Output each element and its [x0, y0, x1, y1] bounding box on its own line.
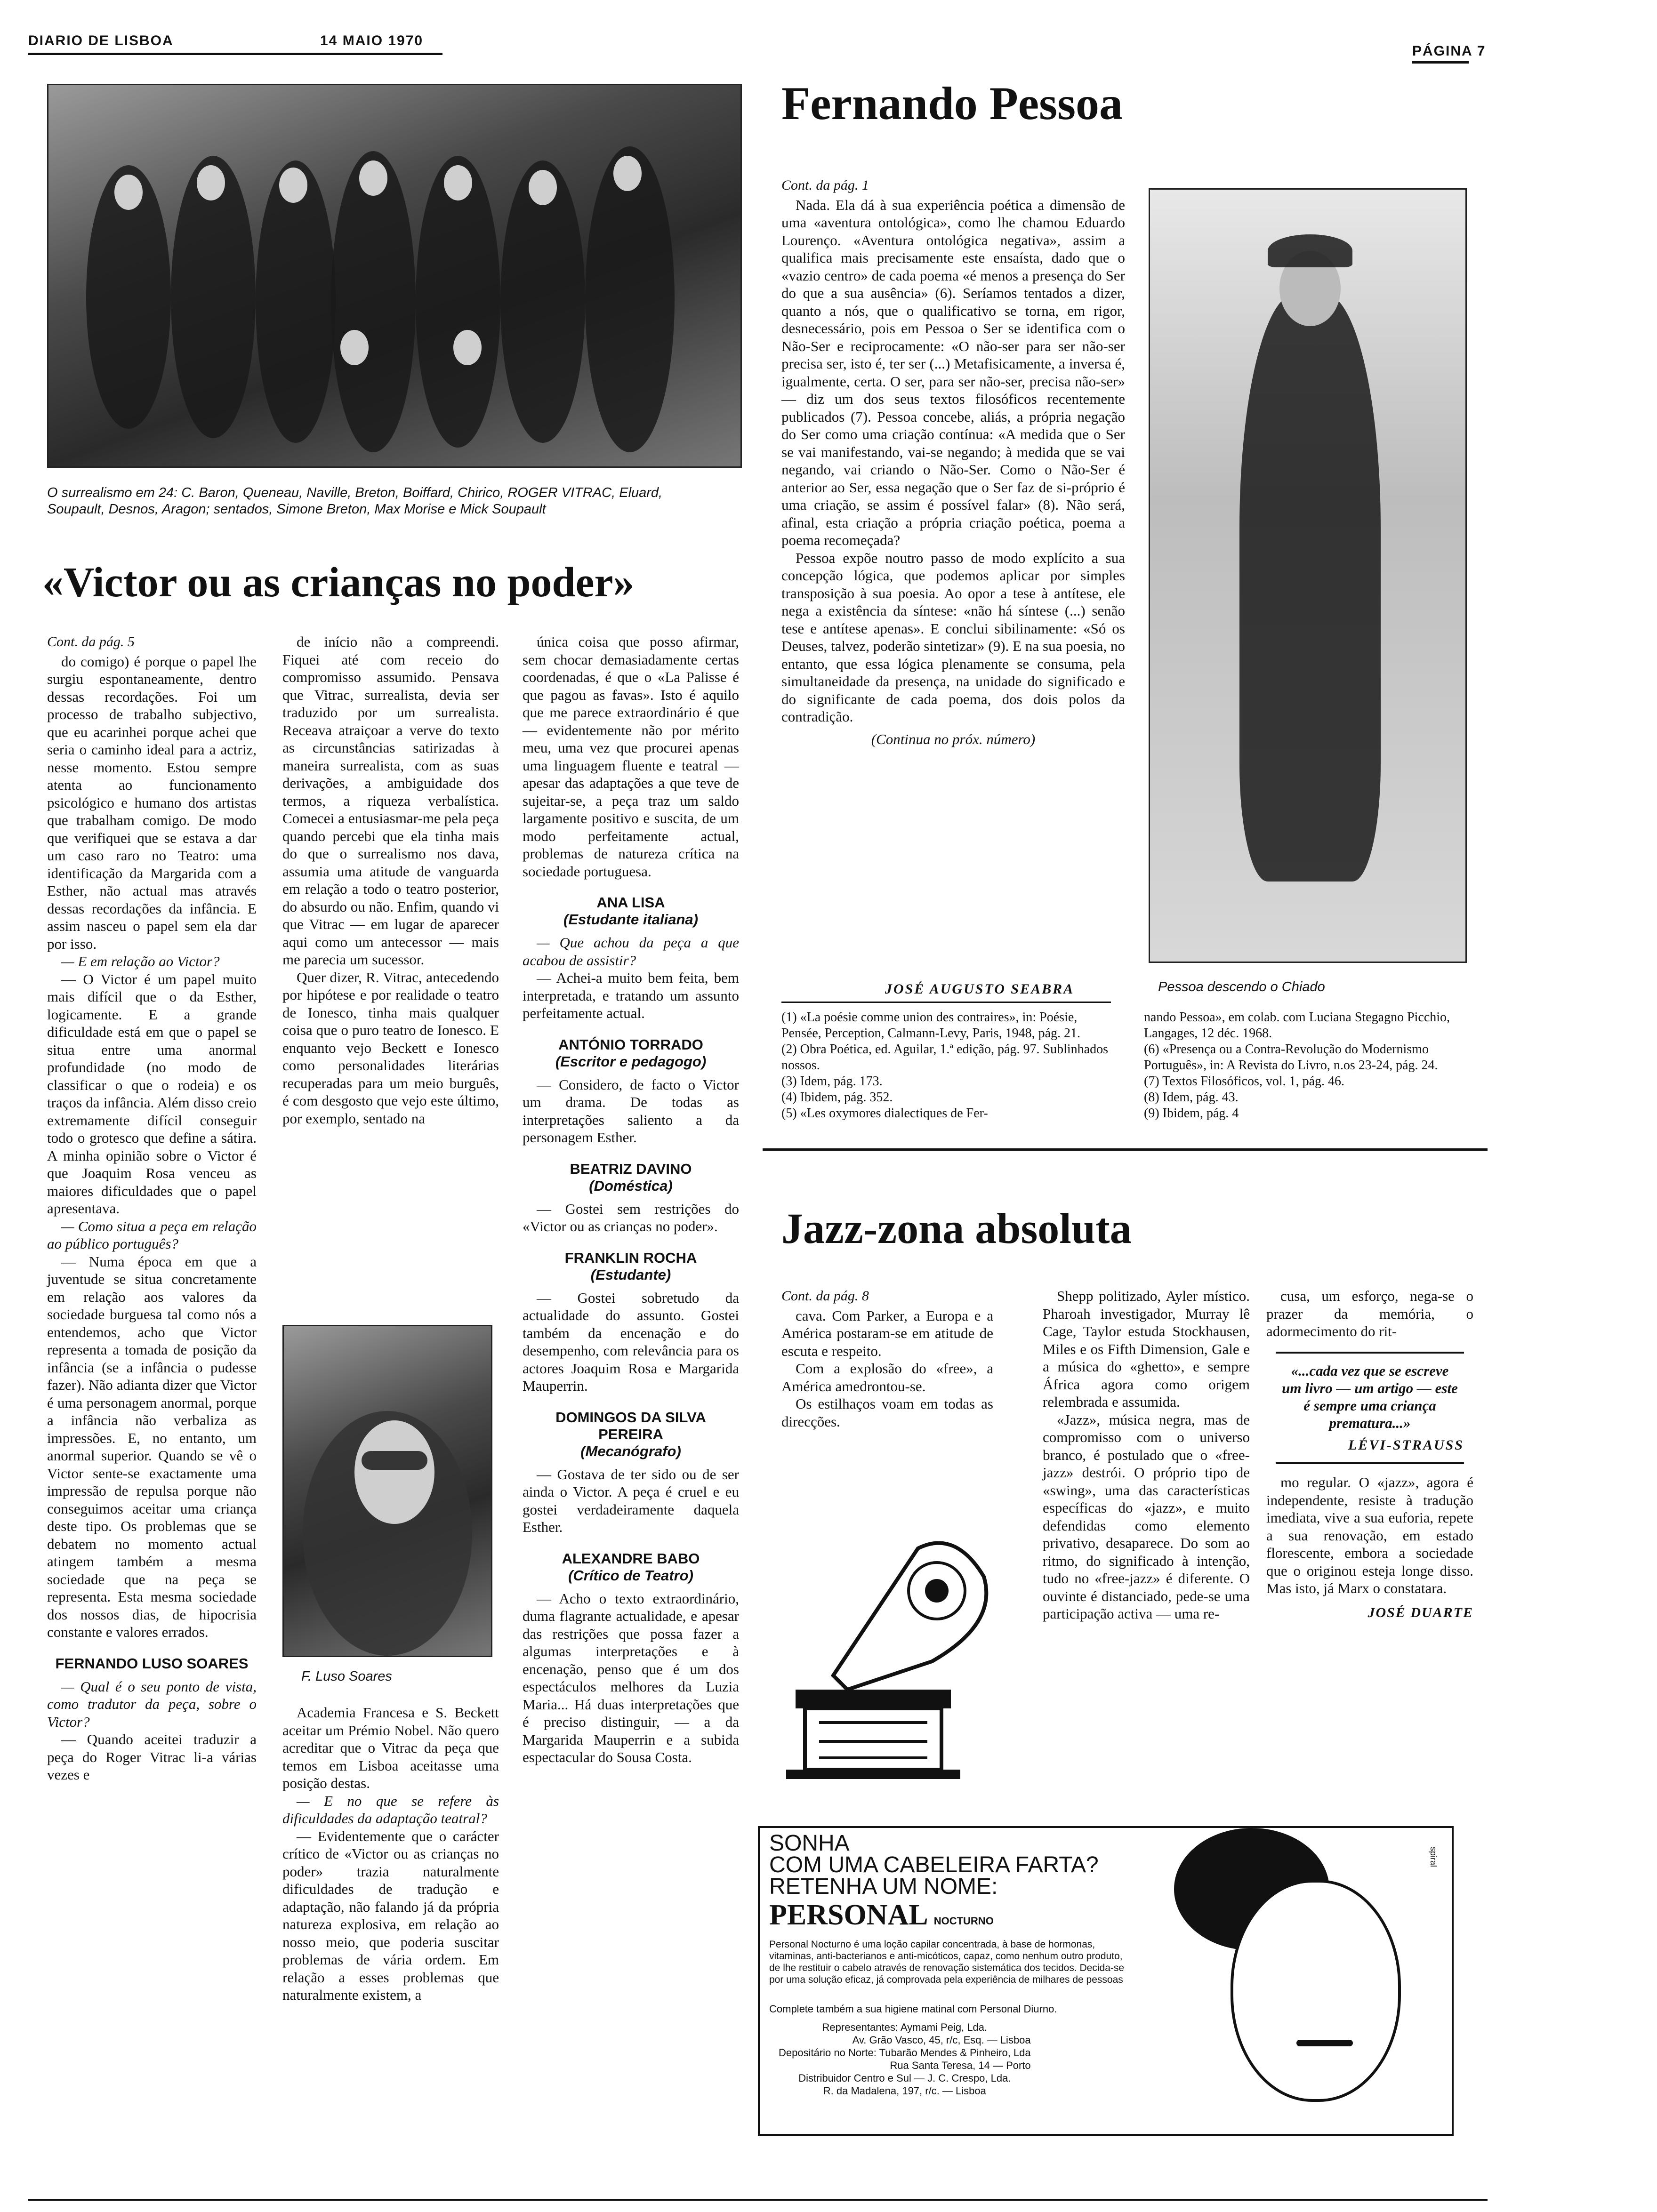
pessoa-note: (4) Ibidem, pág. 352. — [781, 1090, 893, 1105]
pessoa-body — [781, 176, 1125, 748]
speaker-role: (Mecanógrafo) — [580, 1443, 681, 1459]
victor-paragraph: Quer dizer, R. Vitrac, antecedendo por hipótese e por realidade o teatro de Ionesco, tinha mais qualquer coisa que o puro teatro de Ionesco. E enquanto vejo Beckett e Ionesco como personalidades literárias recuperadas para um meio burguês, é com desgosto que vejo este último, por exemplo, sentado na — [282, 969, 499, 1127]
pessoa-notes-left — [781, 1010, 1120, 1122]
gramophone-illustration — [777, 1520, 1003, 1784]
ad-rep-addr: Av. Grão Vasco, 45, r/c, Esq. — Lisboa — [852, 2034, 1031, 2046]
pessoa-notes-rule — [781, 1002, 1111, 1003]
victor-paragraph: única coisa que posso afirmar, sem chocar demasiadamente certas coordenadas, é que o «La Palisse é que pagou as favas». Isto é aquilo que me parece extraordinário é que — evidentemente não por mérito meu, uma vez que procurei apenas uma linguagem fluente e teatral — apesar das adaptações a que teve de sujeitar-se, a peça traz um saldo largamente positivo e suscita, de um modo perfeitamente actual, problemas de natureza crítica na sociedade portuguesa. — [523, 633, 739, 880]
victor-headline: «Victor ou as crianças no poder» — [42, 559, 635, 606]
ad-distributors — [779, 2021, 1031, 2097]
jazz-column-3 — [1266, 1287, 1473, 1621]
ad-rep-label: Representantes: Aymami Peig, Lda. — [822, 2021, 988, 2033]
victor-question: — E no que se refere às dificuldades da adaptação teatral? — [282, 1792, 499, 1827]
jazz-author: JOSÉ DUARTE — [1367, 1604, 1473, 1620]
luso-soares-caption: F. Luso Soares — [301, 1669, 392, 1684]
pessoa-note: (8) Idem, pág. 43. — [1144, 1090, 1239, 1105]
victor-paragraph: — O Victor é um papel muito mais difícil que o da Esther, logicamente. E a grande dificuldade está em que o papel se situa entre uma anormal profundidade (no modo de classificar o que o rodeia) e os traços da infância. Além disso creio extremamente difícil conseguir todo o grotesco que define a sátira. A minha opinião sobre o Victor é que Joaquim Rosa venceu as maiores dificuldades que o papel apresentava. — [47, 970, 257, 1217]
speaker-role: (Estudante italiana) — [563, 911, 698, 928]
pessoa-note: nando Pessoa», em colab. com Luciana Stegagno Picchio, Langages, 12 déc. 1968. — [1144, 1010, 1450, 1041]
ad-brand — [769, 1899, 994, 1932]
pessoa-paragraph: Pessoa expõe noutro passo de modo explícito a sua concepção lógica, que podemos aplicar por simples transposição à sua poesia. Ao opor a tese à antítese, ele nega a existência da síntese: «não há síntese (...) senão tese e antítese apenas». E conclui sibilinamente: «Só os Deuses, talvez, poderão sintetizar» (9). E na sua poesia, no entanto, que essa lógica plenamente se consuma, pela simultaneidade da presença, na unidade do significado e do significante de cada poema, dos dois polos da contradição. — [781, 549, 1125, 725]
victor-column-3 — [523, 633, 739, 1766]
speaker-heading — [523, 1409, 739, 1460]
masthead-rule-left — [28, 53, 442, 55]
speaker-name: DOMINGOS DA SILVA PEREIRA — [555, 1409, 706, 1443]
surrealists-photo-caption: O surrealismo em 24: C. Baron, Queneau, Naville, Breton, Boiffard, Chirico, ROGER VITRAC, Eluard, Soupault, Desnos, Aragon; sentados, Simone Breton, Max Morise e Mick Soupault — [47, 485, 663, 517]
ad-dist-label: Distribuidor Centro e Sul — J. C. Crespo, Lda. — [798, 2072, 1011, 2084]
victor-question: — Qual é o seu ponto de vista, como tradutor da peça, sobre o Victor? — [47, 1678, 257, 1730]
victor-paragraph: — Quando aceitei traduzir a peça do Roger Vitrac li-a várias vezes e — [47, 1731, 257, 1783]
victor-paragraph: Academia Francesa e S. Beckett aceitar um Prémio Nobel. Não quero acreditar que o Vitrac da peça que temos em Lisboa aceitasse uma posição destas. — [282, 1704, 499, 1791]
pessoa-note: (1) «La poésie comme union des contraires», in: Poésie, Pensée, Perception, Calmann-Levy, Paris, 1948, pág. 21. — [781, 1010, 1081, 1041]
ad-spiral-credit: spiral — [1429, 1847, 1438, 1867]
speaker-answer: — Considero, de facto o Victor um drama. De todas as interpretações saliento a da personagem Esther. — [523, 1076, 739, 1146]
masthead-page: PÁGINA 7 — [1412, 43, 1486, 59]
levi-strauss-attribution: LÉVI-STRAUSS — [1348, 1437, 1464, 1453]
luso-soares-portrait — [282, 1325, 492, 1657]
speaker-answer: — Gostava de ter sido ou de ser ainda o Victor. A peça é cruel e eu gostei verdadeiramente daquela Esther. — [523, 1466, 739, 1535]
pessoa-photo — [1149, 188, 1467, 963]
jazz-column-1 — [781, 1287, 993, 1430]
speaker-fernando-luso-soares: FERNANDO LUSO SOARES — [55, 1655, 249, 1672]
speaker-name: ALEXANDRE BABO — [562, 1550, 700, 1567]
speaker-role: (Crítico de Teatro) — [568, 1567, 693, 1584]
speaker-name: ANA LISA — [596, 894, 665, 911]
pessoa-note: (5) «Les oxymores dialectiques de Fer- — [781, 1106, 988, 1121]
speaker-role: (Doméstica) — [589, 1177, 673, 1194]
ad-dep-label: Depositário no Norte: Tubarão Mendes & Pinheiro, Lda — [779, 2047, 1031, 2059]
pessoa-continued-label: Cont. da pág. 1 — [781, 177, 869, 193]
jazz-paragraph: «Jazz», música negra, mas de compromisso com o universo branco, é postulado que o «free-jazz» destrói. O próprio tipo de «swing», uma das características específicas do «jazz», e muito defendidas como elemento privativo, desaparece. Do som ao ritmo, do significado à intenção, tudo no «free-jazz» é diferente. O ouvinte é distanciado, pede-se uma participação activa — uma re- — [1043, 1411, 1250, 1622]
ad-headline-3: RETENHA UM NOME: — [769, 1874, 998, 1899]
ad-headline-1: SONHA — [769, 1831, 850, 1856]
ad-face-illustration — [1174, 1828, 1419, 2130]
pessoa-paragraph: Nada. Ela dá à sua experiência poética a dimensão de uma «aventura ontológica», como lhe chamou Eduardo Lourenço. «Aventura ontológica negativa», assim a qualifica mais precisamente este ensaísta, dado que o «vazio centro» de cada poema «é menos a presença do Ser do que a sua ausência» (6). Seríamos tentados a dizer, quanto a nós, que o qualificativo se torna, em rigor, desnecessário, pois em Pessoa o Ser se identifica com o Não-Ser e reciprocamente: «O não-ser para ser não-ser precisa ser, isto é, ter ser (...) Metafisicamente, a inversa é, igualmente, certa. O ser, para ser não-ser, precisa não-ser» — diz um dos seus textos filosóficos recentemente publicados (7). Pessoa concebe, aliás, a própria negação do Ser como uma criação contínua: «A medida que o Ser se vai manifestando, vai-se negando; à medida que se vai negando, vai criando o Não-Ser. Como o Não-Ser é anterior ao Ser, essa negação que o Ser faz de si-próprio é uma criação, se assim é possível falar» (8). Não será, afinal, esta criação a própria criação poética, poema a poema recomeçada? — [781, 196, 1125, 548]
jazz-paragraph: Com a explosão do «free», a América amedrontou-se. — [781, 1360, 993, 1395]
ad-headline-2: COM UMA CABELEIRA FARTA? — [769, 1852, 1099, 1877]
pessoa-note: (3) Idem, pág. 173. — [781, 1074, 883, 1089]
pessoa-notes-right — [1144, 1010, 1483, 1122]
speaker-heading — [523, 1250, 739, 1283]
speaker-name: BEATRIZ DAVINO — [570, 1160, 692, 1177]
ad-complete: Complete também a sua higiene matinal com Personal Diurno. — [769, 2003, 1057, 2015]
speaker-name: ANTÓNIO TORRADO — [558, 1036, 703, 1053]
ad-dep-addr: Rua Santa Teresa, 14 — Porto — [890, 2060, 1031, 2071]
pessoa-photo-caption: Pessoa descendo o Chiado — [1158, 979, 1325, 994]
levi-strauss-quote: «...cada vez que se escreve um livro — um artigo — este é sempre uma criança prematura...» — [1282, 1362, 1458, 1431]
speaker-role: (Estudante) — [590, 1266, 671, 1283]
ad-dist-addr: R. da Madalena, 197, r/c. — Lisboa — [823, 2085, 986, 2097]
masthead-paper: DIARIO DE LISBOA — [28, 33, 174, 48]
pessoa-note: (7) Textos Filosóficos, vol. 1, pág. 46. — [1144, 1074, 1345, 1089]
speaker-heading — [523, 1550, 739, 1584]
ad-brand-name: PERSONAL — [769, 1899, 927, 1931]
speaker-list — [523, 894, 739, 1766]
ad-brand-sub: NOCTURNO — [933, 1915, 994, 1927]
masthead-date: 14 MAIO 1970 — [320, 33, 424, 48]
speaker-question: — Que achou da peça a que acabou de assistir? — [523, 934, 739, 969]
pessoa-note: (9) Ibidem, pág. 4 — [1144, 1106, 1239, 1121]
speaker-heading — [523, 1036, 739, 1070]
victor-question: — E em relação ao Victor? — [61, 953, 220, 970]
jazz-paragraph: cava. Com Parker, a Europa e a América postaram-se em atitude de escuta e respeito. — [781, 1307, 993, 1359]
jazz-continued-label: Cont. da pág. 8 — [781, 1288, 869, 1304]
page-bottom-rule — [28, 2199, 1488, 2201]
jazz-paragraph: cusa, um esforço, nega-se o prazer da memória, o adormecimento do rit- — [1266, 1288, 1473, 1339]
ad-body: Personal Nocturno é uma loção capilar concentrada, à base de hormonas, vitaminas, anti-bacterianos e anti-micóticos, capaz, como nenhum outro produto, de lhe restituir o cabelo através de renovação sistemática dos tecidos. Decida-se por uma solução eficaz, já comprovada pela experiência de milhares de pessoas — [769, 1939, 1125, 1985]
jazz-headline: Jazz-zona absoluta — [781, 1204, 1132, 1252]
victor-paragraph: de início não a compreendi. Fiquei até com receio do compromisso assumido. Pensava que Vitrac, surrealista, devia ser traduzido por um surrealista. Receava atraiçoar a verve do texto as circunstâncias satirizadas à maneira surrealista, com as suas derivações, a ambiguidade dos termos, a riqueza verbalística. Comecei a entusiasmar-me pela peça quando percebi que ela tinha mais do que o surrealismo nos dava, assumia uma atitude de vanguarda em relação a todo o teatro posterior, do absurdo ou não. Enfim, quando vi que Vitrac — em lugar de aparecer aqui como um antecessor — mais me parecia um sucessor. — [282, 633, 499, 968]
pessoa-note: (2) Obra Poética, ed. Aguilar, 1.ª edição, pág. 97. Sublinhados nossos. — [781, 1042, 1108, 1073]
section-divider — [763, 1148, 1488, 1151]
speaker-heading — [523, 894, 739, 928]
jazz-column-2 — [1043, 1287, 1250, 1623]
jazz-paragraph: Shepp politizado, Ayler místico. Pharoah investigador, Murray lê Cage, Taylor estuda Stockhausen, Miles e os Fifth Dimension, Gale e a música do «ghetto», e sempre África agora como origem relembrada e assumida. — [1043, 1288, 1250, 1410]
victor-column-2 — [282, 633, 499, 1127]
victor-paragraph: — Numa época em que a juventude se situa concretamente em relação aos valores da sociedade burguesa tal como nós a entendemos, acho que Victor representa a tomada de posição da infância (se a infância o pudesse fazer). Não adianta dizer que Victor é uma personagem anormal, porque a infância não verbaliza as impressões. E, no entanto, um anormal superior. Quando se vê o Victor sente-se exactamente uma impressão de repulsa porque não conseguimos aceitar uma criança deste tipo. Os problemas que se debatem no momento actual atingem também a mesma sociedade que na peça se representa. Esta mesma sociedade dos nossos dias, de hipocrisia constante e valores errados. — [47, 1253, 257, 1640]
victor-question: — Como situa a peça em relação ao público português? — [47, 1218, 257, 1252]
speaker-heading — [523, 1161, 739, 1194]
speaker-role: (Escritor e pedagogo) — [555, 1053, 707, 1070]
pessoa-note: (6) «Presença ou a Contra-Revolução do Modernismo Português», in: A Revista do Livro, n.os 23-24, pág. 24. — [1144, 1042, 1438, 1073]
speaker-answer: — Gostei sobretudo da actualidade do assunto. Gostei também da encenação e do desempenho, com relevância para os actores Joaquim Rosa e Margarida Mauperrin. — [523, 1289, 739, 1394]
speaker-answer: — Acho o texto extraordinário, duma flagrante actualidade, e apesar das restrições que possa fazer a algumas interpretações e à encenação, penso que é um dos espectáculos melhores da Luzia Maria... Há duas interpretações que é preciso distinguir, — a da Margarida Mauperrin e a subida espectacular do Sousa Costa. — [523, 1590, 739, 1765]
jazz-paragraph: mo regular. O «jazz», agora é independente, resiste à tradução imediata, vive a sua euforia, repete a sua renovação, em estado florescente, embora a sociedade que o originou esteja longe disso. Mas isto, já Marx o constatara. — [1266, 1474, 1473, 1596]
surrealists-group-photo — [47, 84, 742, 468]
victor-continued-label: Cont. da pág. 5 — [47, 634, 135, 649]
speaker-name: FRANKLIN ROCHA — [564, 1249, 697, 1266]
victor-paragraph: — Evidentemente que o carácter crítico de «Victor ou as crianças no poder» trazia naturalmente dificuldades de tradução e adaptação, não falando já da própria natureza explosiva, em relação ao nosso meio, que poderia suscitar problemas de vária ordem. Em relação a esses problemas que naturalmente existem, a — [282, 1827, 499, 2003]
masthead-rule-right — [1412, 61, 1469, 64]
personal-nocturno-ad — [758, 1826, 1454, 2136]
speaker-answer: — Achei-a muito bem feita, bem interpretada, e tratando um assunto perfeitamente actual. — [523, 970, 739, 1021]
victor-column-1 — [47, 633, 257, 1784]
victor-paragraph: do comigo) é porque o papel lhe surgiu espontaneamente, dentro dessas recordações. Foi um processo de trabalho subjectivo, que eu acarinhei porque achei que seria o caminho ideal para a actriz, nesse momento. Estou sempre atenta ao funcionamento psicológico e humano dos artistas que trabalham comigo. De modo que verifiquei que se estava a dar um caso raro no Teatro: uma identificação da Margarida com a Esther, não actual mas através dessas recordações da infância. E assim nasceu o papel sem ela dar por isso. — [47, 653, 257, 952]
pessoa-author: JOSÉ AUGUSTO SEABRA — [885, 981, 1075, 997]
victor-column-2-tail — [282, 1704, 499, 2004]
speaker-answer: — Gostei sem restrições do «Victor ou as crianças no poder». — [523, 1200, 739, 1234]
pessoa-continua: (Continua no próx. número) — [871, 730, 1036, 747]
jazz-paragraph: Os estilhaços voam em todas as direcções. — [781, 1395, 993, 1430]
pessoa-headline: Fernando Pessoa — [781, 77, 1123, 129]
